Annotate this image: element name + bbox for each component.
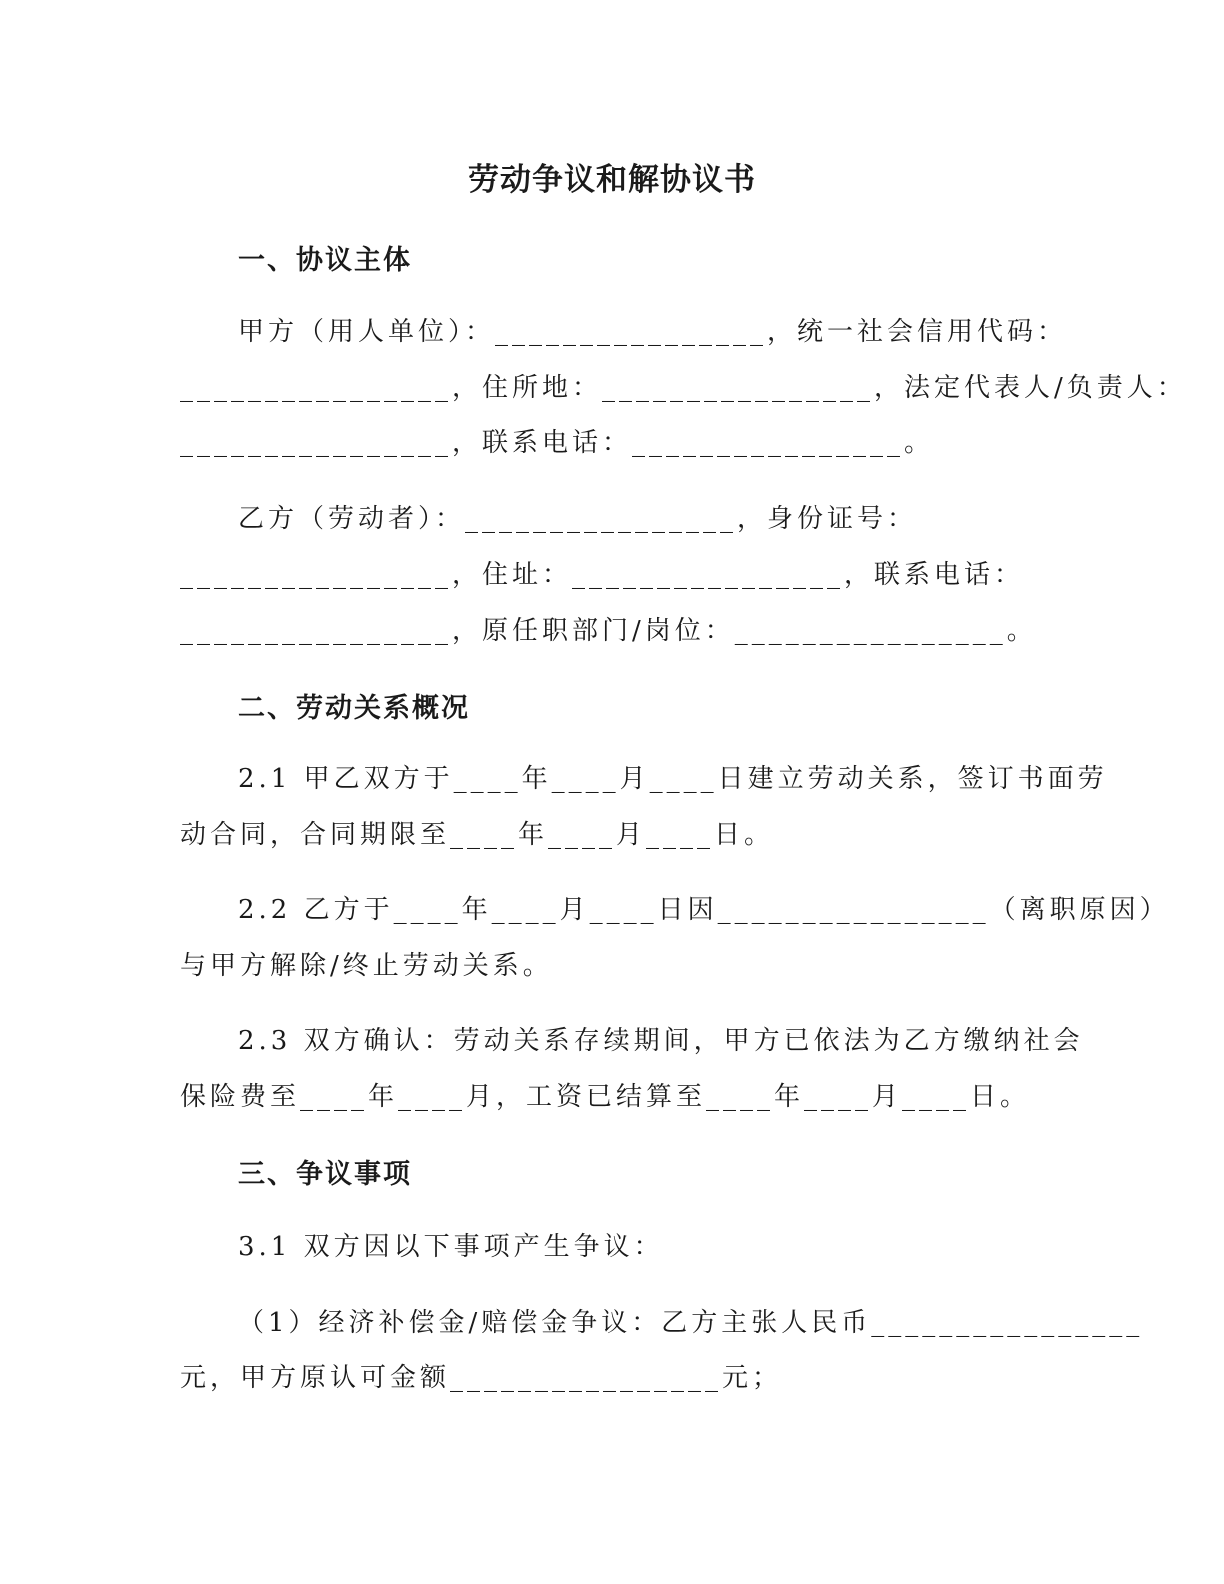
section-heading-labor-relation: 二、劳动关系概况 bbox=[238, 693, 470, 724]
party-a-line-2: ________________，住所地：________________，法定代表人/负责人： bbox=[180, 373, 1187, 403]
clause-2-3-line-2: 保险费至____年____月，工资已结算至____年____月____日。 bbox=[180, 1082, 1031, 1112]
clause-2-1-line-1: 2.1 甲乙双方于____年____月____日建立劳动关系，签订书面劳 bbox=[238, 764, 1108, 794]
dispute-item-1-line-1: （1）经济补偿金/赔偿金争议：乙方主张人民币________________ bbox=[238, 1308, 1144, 1338]
party-b-line-2: ________________，住址：________________，联系电话： bbox=[180, 560, 1025, 590]
clause-2-3-line-1: 2.3 双方确认：劳动关系存续期间，甲方已依法为乙方缴纳社会 bbox=[238, 1026, 1084, 1056]
party-a-line-3: ________________，联系电话：________________。 bbox=[180, 428, 935, 458]
clause-2-2-line-1: 2.2 乙方于____年____月____日因________________（离职原因） bbox=[238, 895, 1170, 925]
party-a-line-1: 甲方（用人单位）：________________，统一社会信用代码： bbox=[238, 317, 1068, 347]
section-heading-parties: 一、协议主体 bbox=[238, 245, 412, 276]
party-b-line-1: 乙方（劳动者）：________________，身份证号： bbox=[238, 504, 918, 534]
dispute-item-1-line-2: 元，甲方原认可金额________________元； bbox=[180, 1363, 783, 1393]
clause-2-2-line-2: 与甲方解除/终止劳动关系。 bbox=[180, 951, 553, 981]
section-heading-dispute: 三、争议事项 bbox=[238, 1159, 412, 1190]
party-b-line-3: ________________，原任职部门/岗位：________________。 bbox=[180, 616, 1037, 646]
clause-2-1-line-2: 动合同，合同期限至____年____月____日。 bbox=[180, 820, 775, 850]
document-title: 劳动争议和解协议书 bbox=[468, 162, 756, 198]
clause-3-1-line: 3.1 双方因以下事项产生争议： bbox=[238, 1232, 664, 1262]
